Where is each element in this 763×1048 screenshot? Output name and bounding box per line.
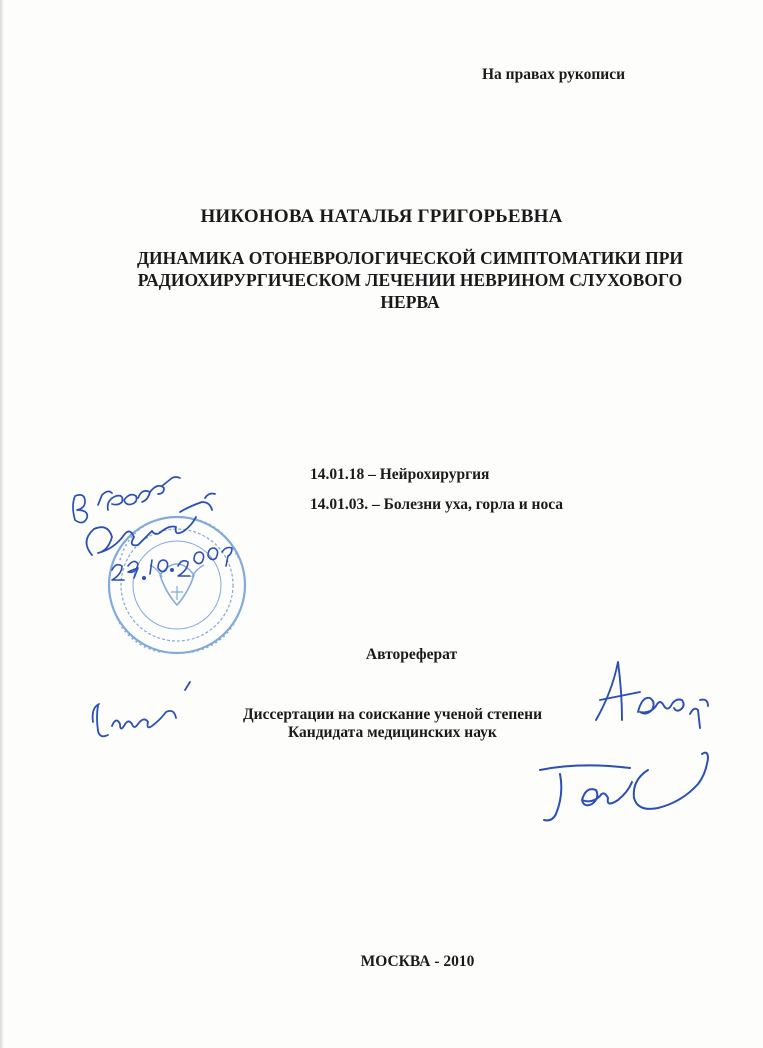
- document-type: Автореферат: [365, 646, 458, 663]
- right-signature-upper: [596, 662, 708, 728]
- scan-edge-shadow: [0, 0, 4, 1048]
- title-line-3: НЕРВА: [380, 292, 440, 312]
- left-signature: [93, 682, 190, 736]
- author-name: НИКОНОВА НАТАЛЬЯ ГРИГОРЬЕВНА: [200, 206, 563, 227]
- specialty-1: 14.01.18 – Нейрохирургия: [310, 466, 490, 483]
- document-title: [110, 247, 710, 313]
- degree-line-2: Кандидата медицинских наук: [288, 724, 497, 741]
- official-stamp: [109, 517, 245, 653]
- stamp-date-handwriting: [112, 548, 232, 581]
- stamp-note-handwriting: [73, 477, 180, 523]
- title-line-2: РАДИОХИРУРГИЧЕСКОМ ЛЕЧЕНИИ НЕВРИНОМ СЛУХОВОГО: [137, 270, 683, 290]
- specialty-2: 14.01.03. – Болезни уха, горла и носа: [310, 496, 564, 513]
- right-signature-lower: [540, 753, 708, 821]
- rights-note: На правах рукописи: [482, 66, 626, 83]
- city-year: МОСКВА - 2010: [360, 953, 475, 970]
- stamp-signature: [86, 494, 215, 556]
- degree-line-1: Диссертации на соискание ученой степени: [243, 706, 543, 723]
- title-line-1: ДИНАМИКА ОТОНЕВРОЛОГИЧЕСКОЙ СИМПТОМАТИКИ ПРИ: [136, 248, 683, 268]
